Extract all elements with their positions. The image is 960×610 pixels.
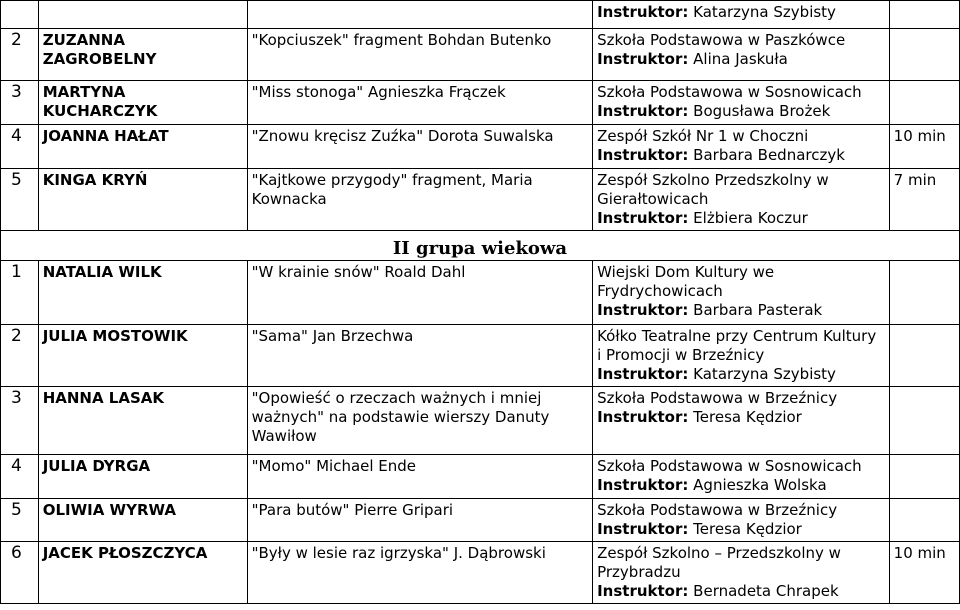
instructor-label: Instruktor: [597,3,689,21]
instructor-label: Instruktor: [597,582,689,600]
participant-name: JACEK PŁOSZCZYCA [38,542,247,604]
table-row [1,499,960,542]
group-header-section [1,231,960,261]
table-row [1,29,960,81]
duration: 7 min [889,169,959,231]
instructor-name: Agnieszka Wolska [693,476,827,494]
row-number: 2 [1,29,39,81]
duration [889,1,959,29]
school-cell [593,125,890,169]
duration [889,29,959,81]
duration [889,387,959,455]
instructor-line [597,408,885,427]
participant-name: JULIA MOSTOWIK [38,325,247,387]
duration: 10 min [889,125,959,169]
instructor-label: Instruktor: [597,146,689,164]
school-cell [593,455,890,499]
row-number: 5 [1,169,39,231]
instructor-name: Barbara Pasterak [693,301,823,319]
table-row [1,81,960,125]
table-row [1,542,960,604]
instructor-label: Instruktor: [597,408,689,426]
participant-name: JOANNA HAŁAT [38,125,247,169]
instructor-name: Bogusława Brożek [693,102,831,120]
school-name: Zespół Szkolno – Przedszkolny w Przybradzu [597,544,841,581]
row-number: 3 [1,387,39,455]
instructor-line [597,301,885,320]
row-number [1,1,39,29]
row-number: 4 [1,455,39,499]
school-cell [593,542,890,604]
group-header-row [1,231,960,261]
performance-title: "Znowu kręcisz Zuźka" Dorota Suwalska [247,125,592,169]
school-cell [593,325,890,387]
instructor-name: Alina Jaskuła [693,50,788,68]
instructor-line [597,365,885,384]
table-row [1,455,960,499]
instructor-line [597,209,885,228]
instructor-name: Barbara Bednarczyk [693,146,845,164]
instructor-name: Katarzyna Szybisty [693,365,836,383]
instructor-line [597,476,885,495]
school-name: Szkoła Podstawowa w Brzeźnicy [597,389,838,407]
instructor-name: Katarzyna Szybisty [693,3,836,21]
table-row [1,261,960,325]
performance-title: "Opowieść o rzeczach ważnych i mniej ważnych" na podstawie wierszy Danuty Wawiłow [247,387,592,455]
instructor-name: Bernadeta Chrapek [693,582,839,600]
school-cell [593,387,890,455]
instructor-line [597,146,885,165]
participant-name: OLIWIA WYRWA [38,499,247,542]
performance-title [247,1,592,29]
school-name: Szkoła Podstawowa w Sosnowicach [597,83,862,101]
school-name: Zespół Szkół Nr 1 w Choczni [597,127,809,145]
performance-title: "Kajtkowe przygody" fragment, Maria Kownacka [247,169,592,231]
school-name: Kółko Teatralne przy Centrum Kultury i Promocji w Brzeźnicy [597,327,877,364]
performance-title: "Były w lesie raz igrzyska" J. Dąbrowski [247,542,592,604]
school-name: Wiejski Dom Kultury we Frydrychowicach [597,263,775,300]
participant-name: JULIA DYRGA [38,455,247,499]
duration [889,261,959,325]
school-name: Szkoła Podstawowa w Sosnowicach [597,457,862,475]
school-cell [593,261,890,325]
school-cell [593,1,890,29]
group-header: II grupa wiekowa [1,231,960,261]
school-name: Szkoła Podstawowa w Paszkówce [597,31,846,49]
participant-name: NATALIA WILK [38,261,247,325]
participant-name: MARTYNA KUCHARCZYK [38,81,247,125]
instructor-line [597,520,885,539]
performance-title: "W krainie snów" Roald Dahl [247,261,592,325]
instructor-line [597,50,885,69]
first-group-rows [1,1,960,231]
participant-name: HANNA LASAK [38,387,247,455]
instructor-line [597,102,885,121]
school-name: Szkoła Podstawowa w Brzeźnicy [597,501,838,519]
duration [889,499,959,542]
table-row [1,325,960,387]
instructor-label: Instruktor: [597,209,689,227]
row-number: 1 [1,261,39,325]
instructor-line [597,582,885,601]
instructor-line [597,3,885,22]
school-cell [593,81,890,125]
instructor-label: Instruktor: [597,50,689,68]
instructor-label: Instruktor: [597,301,689,319]
performance-title: "Kopciuszek" fragment Bohdan Butenko [247,29,592,81]
instructor-name: Teresa Kędzior [693,408,802,426]
instructor-label: Instruktor: [597,102,689,120]
instructor-label: Instruktor: [597,365,689,383]
row-number: 3 [1,81,39,125]
duration [889,325,959,387]
row-number: 4 [1,125,39,169]
performance-title: "Miss stonoga" Agnieszka Frączek [247,81,592,125]
performance-title: "Momo" Michael Ende [247,455,592,499]
row-number: 6 [1,542,39,604]
school-cell [593,499,890,542]
row-number: 2 [1,325,39,387]
participant-name: ZUZANNA ZAGROBELNY [38,29,247,81]
duration [889,455,959,499]
performance-title: "Para butów" Pierre Gripari [247,499,592,542]
second-group-rows [1,261,960,604]
school-cell [593,169,890,231]
participant-name [38,1,247,29]
school-name: Zespół Szkolno Przedszkolny w Gierałtowicach [597,171,829,208]
table-row [1,1,960,29]
instructor-label: Instruktor: [597,476,689,494]
instructor-label: Instruktor: [597,520,689,538]
row-number: 5 [1,499,39,542]
school-cell [593,29,890,81]
participant-name: KINGA KRYŃ [38,169,247,231]
instructor-name: Elżbiera Koczur [693,209,808,227]
table-row [1,387,960,455]
instructor-name: Teresa Kędzior [693,520,802,538]
performance-title: "Sama" Jan Brzechwa [247,325,592,387]
duration: 10 min [889,542,959,604]
table-row [1,169,960,231]
duration [889,81,959,125]
table-row [1,125,960,169]
